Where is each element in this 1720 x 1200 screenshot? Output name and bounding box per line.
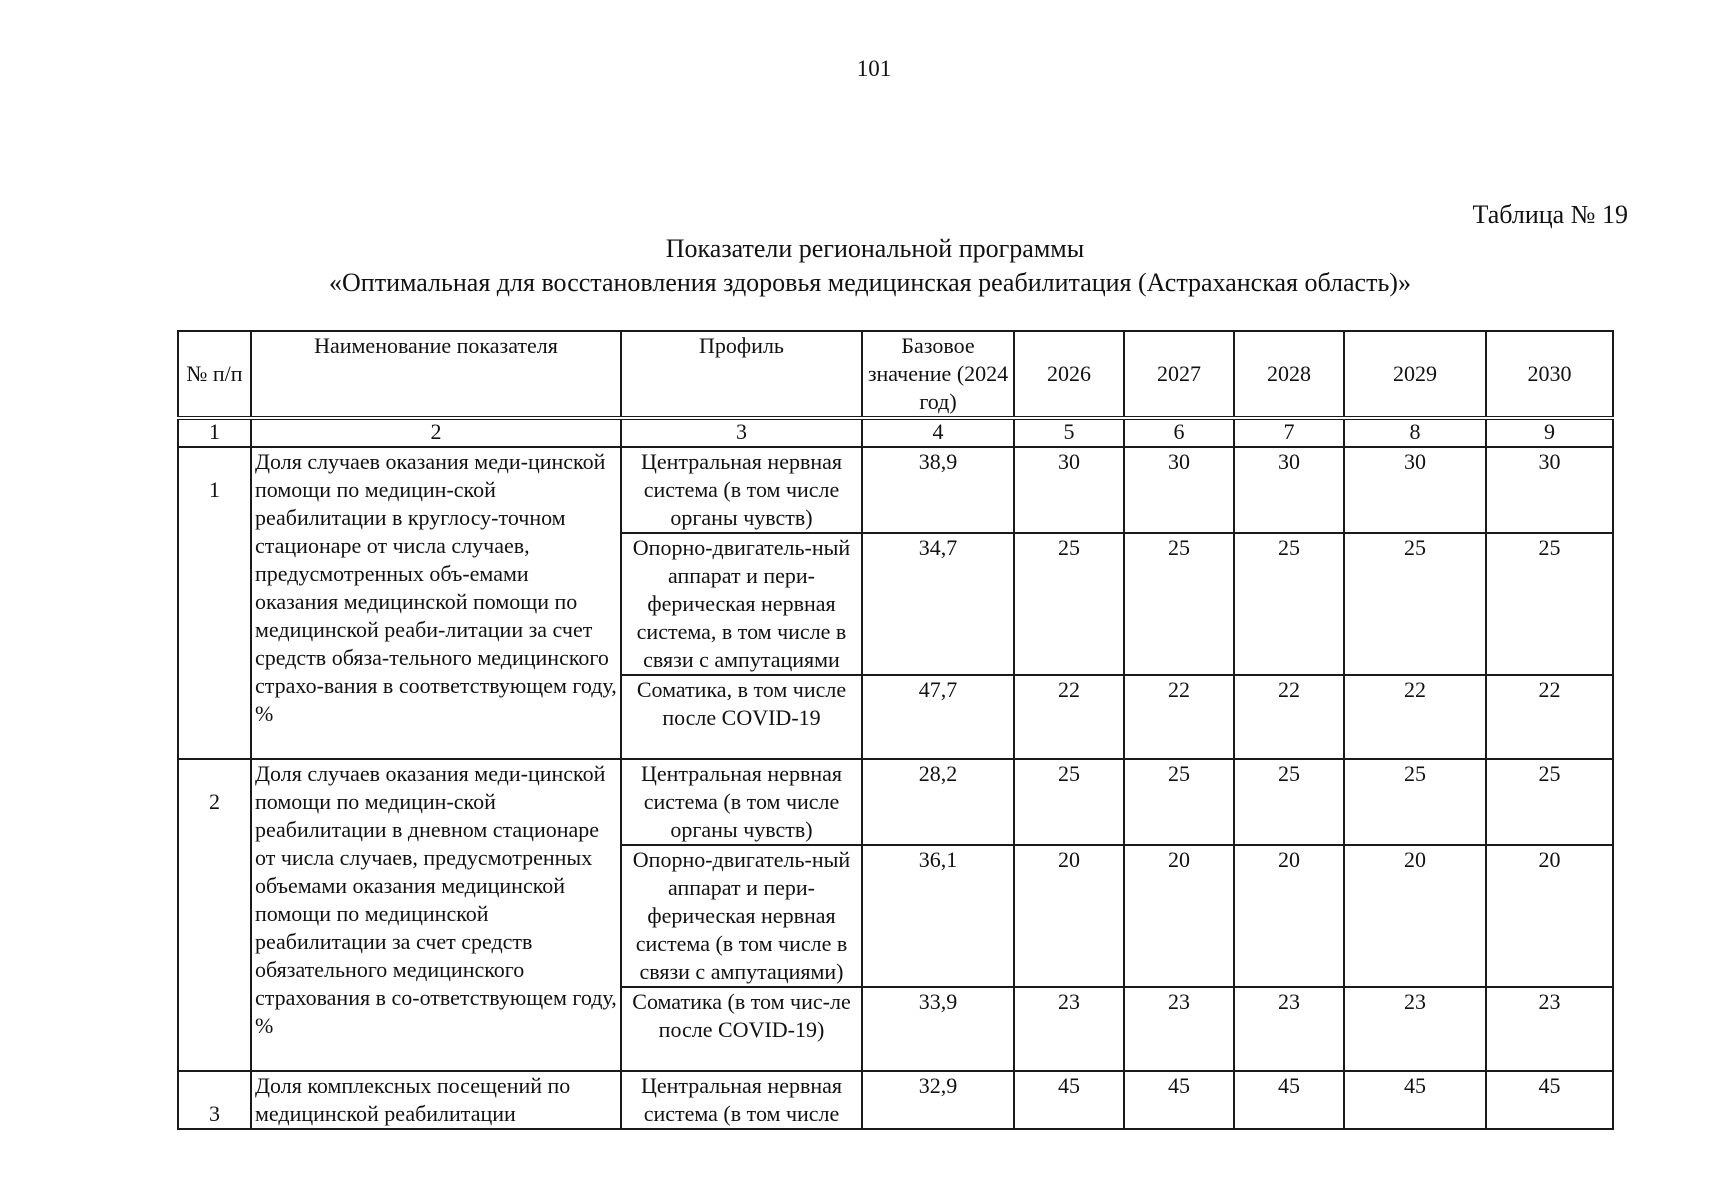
table-row — [178, 447, 1613, 533]
value-2028: 20 — [1234, 845, 1344, 987]
value-2027: 45 — [1124, 1071, 1234, 1129]
value-2027: 25 — [1124, 533, 1234, 675]
value-2026: 23 — [1014, 987, 1124, 1071]
value-2027: 20 — [1124, 845, 1234, 987]
value-2026: 22 — [1014, 675, 1124, 759]
base-value: 28,2 — [862, 759, 1014, 845]
value-2029: 45 — [1344, 1071, 1486, 1129]
value-2029: 25 — [1344, 533, 1486, 675]
column-number: 7 — [1234, 418, 1344, 447]
profile-cell: Опорно-двигатель-ный аппарат и пери-ферическая нервная система (в том числе в связи с ампутациями) — [621, 845, 862, 987]
title-line-2: «Оптимальная для восстановления здоровья медицинская реабилитация (Астраханская область)» — [329, 268, 1411, 297]
table-title — [0, 232, 1720, 300]
header-base: Базовое значение (2024 год) — [862, 331, 1014, 418]
column-number: 5 — [1014, 418, 1124, 447]
column-number: 9 — [1486, 418, 1613, 447]
profile-cell: Центральная нервная система (в том числе — [621, 1071, 862, 1129]
table-row — [178, 1071, 1613, 1129]
profile-cell: Центральная нервная система (в том числе органы чувств) — [621, 759, 862, 845]
value-2026: 25 — [1014, 759, 1124, 845]
indicators-table — [177, 330, 1614, 1130]
value-2026: 25 — [1014, 533, 1124, 675]
value-2028: 30 — [1234, 447, 1344, 533]
indicator-number: 3 — [178, 1071, 251, 1129]
base-value: 38,9 — [862, 447, 1014, 533]
header-2029: 2029 — [1344, 331, 1486, 418]
header-2027: 2027 — [1124, 331, 1234, 418]
value-2026: 20 — [1014, 845, 1124, 987]
value-2030: 23 — [1486, 987, 1613, 1071]
header-2028: 2028 — [1234, 331, 1344, 418]
column-number: 8 — [1344, 418, 1486, 447]
indicator-number: 1 — [178, 447, 251, 759]
profile-cell: Опорно-двигатель-ный аппарат и пери-ферическая нервная система, в том числе в связи с ампутациями — [621, 533, 862, 675]
value-2028: 22 — [1234, 675, 1344, 759]
column-number: 2 — [251, 418, 621, 447]
profile-cell: Центральная нервная система (в том числе органы чувств) — [621, 447, 862, 533]
indicator-name: Доля случаев оказания меди-цинской помощи по медицин-ской реабилитации в дневном стационаре от числа случаев, предусмотренных объемами оказания медицинской помощи по медицинской реабилитации за счет средств обязательного медицинского страхования в со-ответствующем году, % — [251, 759, 621, 1071]
value-2029: 30 — [1344, 447, 1486, 533]
column-number: 4 — [862, 418, 1014, 447]
indicator-name: Доля случаев оказания меди-цинской помощи по медицин-ской реабилитации в круглосу-точном стационаре от числа случаев, предусмотренных объ-емами оказания медицинской помощи по медицинской реаби-литации за счет средств обяза-тельного медицинского страхо-вания в соответствующем году, % — [251, 447, 621, 759]
page-number: 101 — [856, 56, 892, 81]
header-profile: Профиль — [621, 331, 862, 418]
value-2030: 25 — [1486, 533, 1613, 675]
value-2028: 23 — [1234, 987, 1344, 1071]
base-value: 32,9 — [862, 1071, 1014, 1129]
base-value: 47,7 — [862, 675, 1014, 759]
column-number-row — [178, 418, 1613, 447]
profile-cell: Соматика (в том чис-ле после COVID-19) — [621, 987, 862, 1071]
value-2027: 22 — [1124, 675, 1234, 759]
header-row — [178, 331, 1613, 418]
value-2027: 30 — [1124, 447, 1234, 533]
column-number: 1 — [178, 418, 251, 447]
value-2029: 23 — [1344, 987, 1486, 1071]
value-2030: 25 — [1486, 759, 1613, 845]
profile-cell: Соматика, в том числе после COVID-19 — [621, 675, 862, 759]
table-label: Таблица № 19 — [1472, 200, 1628, 229]
value-2030: 20 — [1486, 845, 1613, 987]
value-2029: 20 — [1344, 845, 1486, 987]
indicator-number: 2 — [178, 759, 251, 1071]
base-value: 36,1 — [862, 845, 1014, 987]
value-2030: 22 — [1486, 675, 1613, 759]
value-2029: 25 — [1344, 759, 1486, 845]
base-value: 33,9 — [862, 987, 1014, 1071]
value-2027: 25 — [1124, 759, 1234, 845]
value-2026: 30 — [1014, 447, 1124, 533]
value-2029: 22 — [1344, 675, 1486, 759]
header-num: № п/п — [178, 331, 251, 418]
header-2026: 2026 — [1014, 331, 1124, 418]
value-2028: 25 — [1234, 759, 1344, 845]
base-value: 34,7 — [862, 533, 1014, 675]
indicator-name: Доля комплексных посещений по медицинской реабилитации — [251, 1071, 621, 1129]
column-number: 3 — [621, 418, 862, 447]
table-row — [178, 759, 1613, 845]
header-name: Наименование показателя — [251, 331, 621, 418]
column-number: 6 — [1124, 418, 1234, 447]
value-2026: 45 — [1014, 1071, 1124, 1129]
value-2028: 25 — [1234, 533, 1344, 675]
value-2027: 23 — [1124, 987, 1234, 1071]
title-line-1: Показатели региональной программы — [665, 234, 1085, 263]
value-2030: 45 — [1486, 1071, 1613, 1129]
value-2030: 30 — [1486, 447, 1613, 533]
header-2030: 2030 — [1486, 331, 1613, 418]
value-2028: 45 — [1234, 1071, 1344, 1129]
